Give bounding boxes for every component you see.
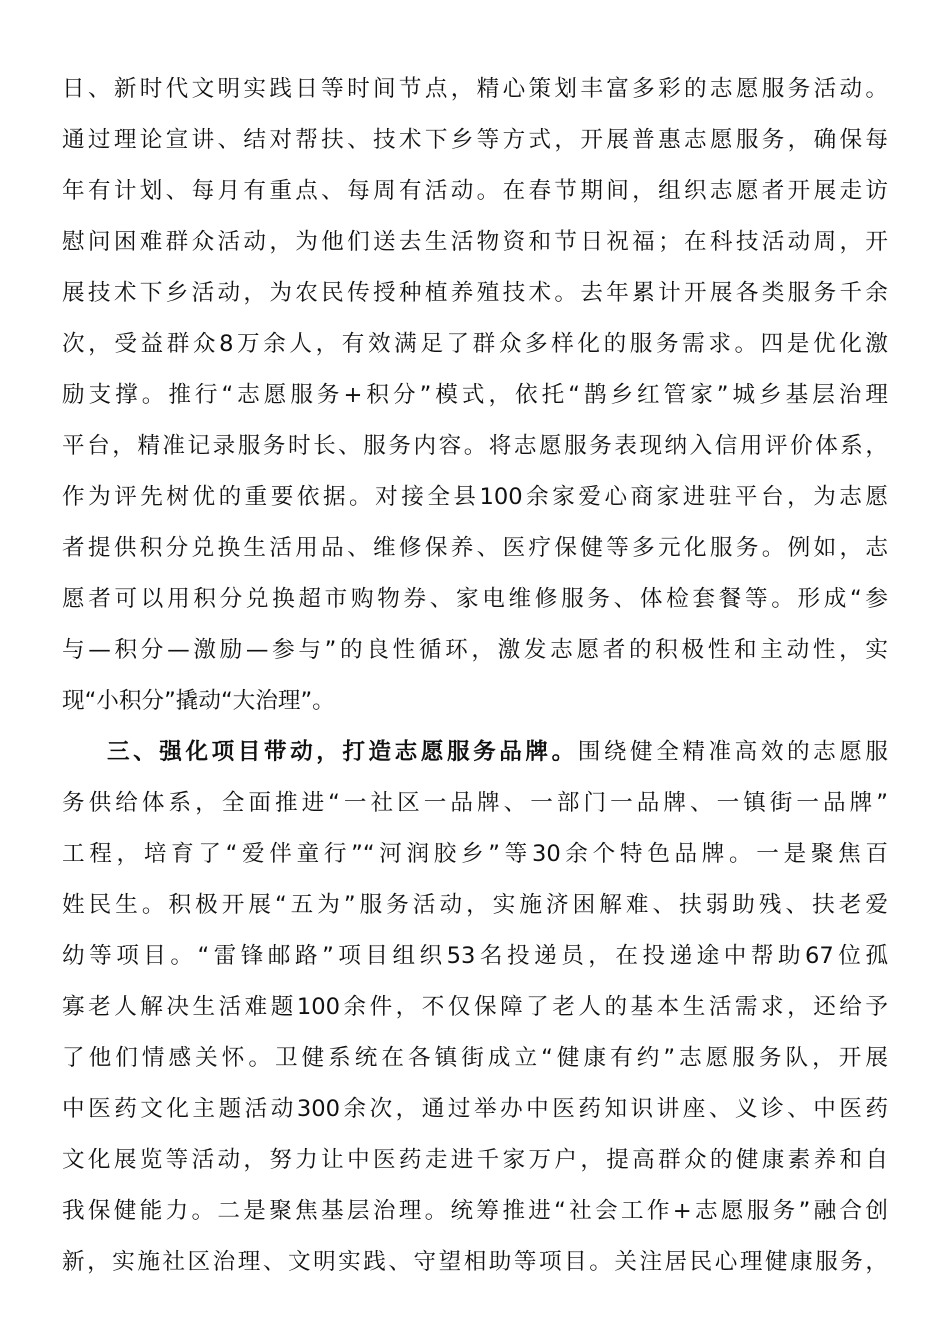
paragraph-line: 者提供积分兑换生活用品、维修保养、医疗保健等多元化服务。例如，志 [62,535,888,561]
paragraph-line: 展技术下乡活动，为农民传授种植养殖技术。去年累计开展各类服务千余 [62,280,888,306]
heading-line-rest: 围绕健全精准高效的志愿服 [577,739,888,765]
paragraph-line: 现“小积分”撬动“大治理”。 [62,688,335,714]
paragraph-line: 寡老人解决生活难题100余件，不仅保障了老人的基本生活需求，还给予 [62,994,888,1020]
paragraph-line: 新，实施社区治理、文明实践、守望相助等项目。关注居民心理健康服务， [62,1249,888,1275]
paragraph-line: 幼等项目。“雷锋邮路”项目组织53名投递员，在投递途中帮助67位孤 [62,943,888,969]
paragraph-line: 愿者可以用积分兑换超市购物券、家电维修服务、体检套餐等。形成“参 [62,586,888,612]
paragraph-line: 次，受益群众8万余人，有效满足了群众多样化的服务需求。四是优化激 [62,331,888,357]
paragraph-line: 平台，精准记录服务时长、服务内容。将志愿服务表现纳入信用评价体系， [62,433,888,459]
paragraph-line: 务供给体系，全面推进“一社区一品牌、一部门一品牌、一镇街一品牌” [62,790,888,816]
paragraph-line: 工程，培育了“爱伴童行”“河润胶乡”等30余个特色品牌。一是聚焦百 [62,841,888,867]
paragraph-line: 了他们情感关怀。卫健系统在各镇街成立“健康有约”志愿服务队，开展 [62,1045,888,1071]
section-heading-line [62,727,888,778]
paragraph-line: 中医药文化主题活动300余次，通过举办中医药知识讲座、义诊、中医药 [62,1096,888,1122]
paragraph-line: 作为评先树优的重要依据。对接全县100余家爱心商家进驻平台，为志愿 [62,484,888,510]
paragraph-line: 姓民生。积极开展“五为”服务活动，实施济困解难、扶弱助残、扶老爱 [62,892,888,918]
paragraph-line: 励支撑。推行“志愿服务+积分”模式，依托“鹊乡红管家”城乡基层治理 [62,382,888,408]
paragraph-line: 我保健能力。二是聚焦基层治理。统筹推进“社会工作+志愿服务”融合创 [62,1198,888,1224]
paragraph-line: 与—积分—激励—参与”的良性循环，激发志愿者的积极性和主动性，实 [62,637,888,663]
paragraph-line: 慰问困难群众活动，为他们送去生活物资和节日祝福；在科技活动周，开 [62,229,888,255]
paragraph-line: 文化展览等活动，努力让中医药走进千家万户，提高群众的健康素养和自 [62,1147,888,1173]
document-body [62,64,888,1288]
paragraph-line: 通过理论宣讲、结对帮扶、技术下乡等方式，开展普惠志愿服务，确保每 [62,127,888,153]
paragraph-line: 年有计划、每月有重点、每周有活动。在春节期间，组织志愿者开展走访 [62,178,888,204]
paragraph-line: 日、新时代文明实践日等时间节点，精心策划丰富多彩的志愿服务活动。 [62,76,888,102]
section-heading: 三、强化项目带动，打造志愿服务品牌。 [107,739,578,765]
